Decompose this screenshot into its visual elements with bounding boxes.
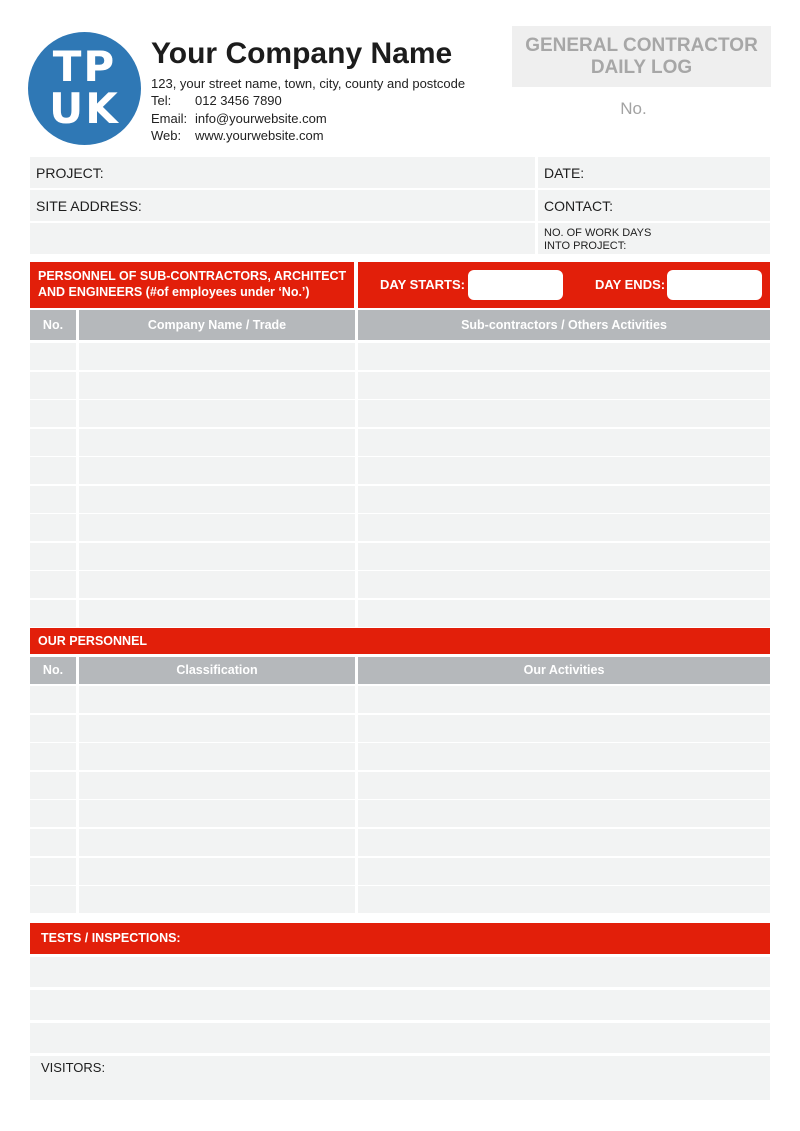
document-title-line1: GENERAL CONTRACTOR: [525, 35, 758, 56]
date-label: DATE:: [544, 165, 585, 181]
contact-email-label: Email:: [151, 111, 188, 126]
row-cell-no[interactable]: [30, 715, 76, 742]
row-cell-activity[interactable]: [358, 429, 770, 456]
contact-tel-label: Tel:: [151, 93, 172, 108]
work-days-label: [538, 223, 770, 253]
row-cell-activity[interactable]: [358, 343, 770, 370]
day-starts-input[interactable]: [468, 270, 563, 300]
row-cell-activity[interactable]: [358, 743, 770, 770]
contact-label: CONTACT:: [544, 198, 613, 214]
company-logo: [28, 32, 141, 145]
row-cell-no[interactable]: [30, 514, 76, 541]
row-cell-name[interactable]: [79, 686, 355, 713]
row-cell-no[interactable]: [30, 543, 76, 570]
row-cell-activity[interactable]: [358, 486, 770, 513]
document-number-label: No.: [620, 99, 647, 118]
site-address-field[interactable]: [30, 190, 535, 221]
tests-line[interactable]: [30, 990, 770, 1020]
company-address: 123, your street name, town, city, county and postcode: [151, 76, 466, 91]
personnel-col-no: No.: [30, 657, 76, 684]
contact-web-value: www.yourwebsite.com: [195, 128, 324, 143]
project-label: PROJECT:: [36, 165, 104, 181]
day-starts-label: DAY STARTS:: [380, 277, 465, 292]
row-cell-name[interactable]: [79, 800, 355, 827]
visitors-field[interactable]: [30, 1056, 770, 1100]
row-cell-activity[interactable]: [358, 457, 770, 484]
row-cell-name[interactable]: [79, 858, 355, 885]
row-cell-no[interactable]: [30, 486, 76, 513]
row-cell-name[interactable]: [79, 486, 355, 513]
info-blank-field[interactable]: [30, 223, 535, 254]
sub-col-no: No.: [30, 310, 76, 340]
row-cell-no[interactable]: [30, 829, 76, 856]
visitors-label: VISITORS:: [41, 1060, 106, 1075]
row-cell-name[interactable]: [79, 886, 355, 913]
document-title-line2: DAILY LOG: [590, 57, 693, 78]
row-cell-activity[interactable]: [358, 829, 770, 856]
row-cell-no[interactable]: [30, 372, 76, 399]
row-cell-no[interactable]: [30, 800, 76, 827]
row-cell-no[interactable]: [30, 571, 76, 598]
subcontractors-section-title: [30, 262, 354, 308]
row-cell-name[interactable]: [79, 772, 355, 799]
row-cell-no[interactable]: [30, 457, 76, 484]
row-cell-activity[interactable]: [358, 715, 770, 742]
work-days-field[interactable]: [538, 223, 770, 254]
day-times-bar: [358, 262, 770, 308]
row-cell-name[interactable]: [79, 543, 355, 570]
row-cell-no[interactable]: [30, 600, 76, 627]
row-cell-no[interactable]: [30, 686, 76, 713]
personnel-col-activities: Our Activities: [358, 657, 770, 684]
row-cell-no[interactable]: [30, 772, 76, 799]
contact-email: [151, 111, 327, 126]
row-cell-name[interactable]: [79, 715, 355, 742]
sub-col-activities: Sub-contractors / Others Activities: [358, 310, 770, 340]
contact-tel-value: 012 3456 7890: [195, 93, 282, 108]
row-cell-no[interactable]: [30, 343, 76, 370]
row-cell-name[interactable]: [79, 457, 355, 484]
tests-line[interactable]: [30, 957, 770, 987]
day-ends-label: DAY ENDS:: [595, 277, 666, 292]
personnel-col-classification: Classification: [79, 657, 355, 684]
row-cell-name[interactable]: [79, 829, 355, 856]
row-cell-activity[interactable]: [358, 400, 770, 427]
row-cell-activity[interactable]: [358, 886, 770, 913]
site-address-label: SITE ADDRESS:: [36, 198, 142, 214]
our-personnel-section-title: OUR PERSONNEL: [30, 628, 770, 654]
row-cell-activity[interactable]: [358, 686, 770, 713]
document-title: [512, 26, 771, 87]
row-cell-activity[interactable]: [358, 800, 770, 827]
date-field[interactable]: [538, 157, 770, 188]
row-cell-no[interactable]: [30, 743, 76, 770]
row-cell-name[interactable]: [79, 743, 355, 770]
row-cell-activity[interactable]: [358, 571, 770, 598]
row-cell-activity[interactable]: [358, 543, 770, 570]
day-ends-input[interactable]: [667, 270, 762, 300]
work-days-label-line1: NO. OF WORK DAYS: [544, 227, 652, 239]
row-cell-activity[interactable]: [358, 372, 770, 399]
row-cell-no[interactable]: [30, 429, 76, 456]
row-cell-name[interactable]: [79, 571, 355, 598]
subcontractors-title-line1: PERSONNEL OF SUB-CONTRACTORS, ARCHITECT: [38, 269, 347, 283]
row-cell-name[interactable]: [79, 514, 355, 541]
project-field[interactable]: [30, 157, 535, 188]
row-cell-activity[interactable]: [358, 514, 770, 541]
contact-email-value: info@yourwebsite.com: [195, 111, 327, 126]
logo-text-bottom: UK: [49, 84, 120, 133]
row-cell-no[interactable]: [30, 886, 76, 913]
logo-text-top: TP: [52, 42, 117, 91]
row-cell-name[interactable]: [79, 400, 355, 427]
contact-tel: [151, 93, 282, 108]
row-cell-activity[interactable]: [358, 600, 770, 627]
row-cell-no[interactable]: [30, 858, 76, 885]
company-name: Your Company Name: [151, 37, 453, 70]
row-cell-name[interactable]: [79, 600, 355, 627]
row-cell-no[interactable]: [30, 400, 76, 427]
tests-section-title: TESTS / INSPECTIONS:: [30, 923, 770, 954]
row-cell-name[interactable]: [79, 343, 355, 370]
sub-col-company: Company Name / Trade: [79, 310, 355, 340]
tests-line[interactable]: [30, 1023, 770, 1053]
contact-web-label: Web:: [151, 128, 182, 143]
row-cell-name[interactable]: [79, 372, 355, 399]
contact-web: [151, 128, 324, 143]
row-cell-activity[interactable]: [358, 772, 770, 799]
row-cell-activity[interactable]: [358, 858, 770, 885]
subcontractors-title-line2: AND ENGINEERS (#of employees under ‘No.’): [38, 285, 310, 299]
row-cell-name[interactable]: [79, 429, 355, 456]
work-days-label-line2: INTO PROJECT:: [544, 240, 627, 252]
contact-field[interactable]: [538, 190, 770, 221]
